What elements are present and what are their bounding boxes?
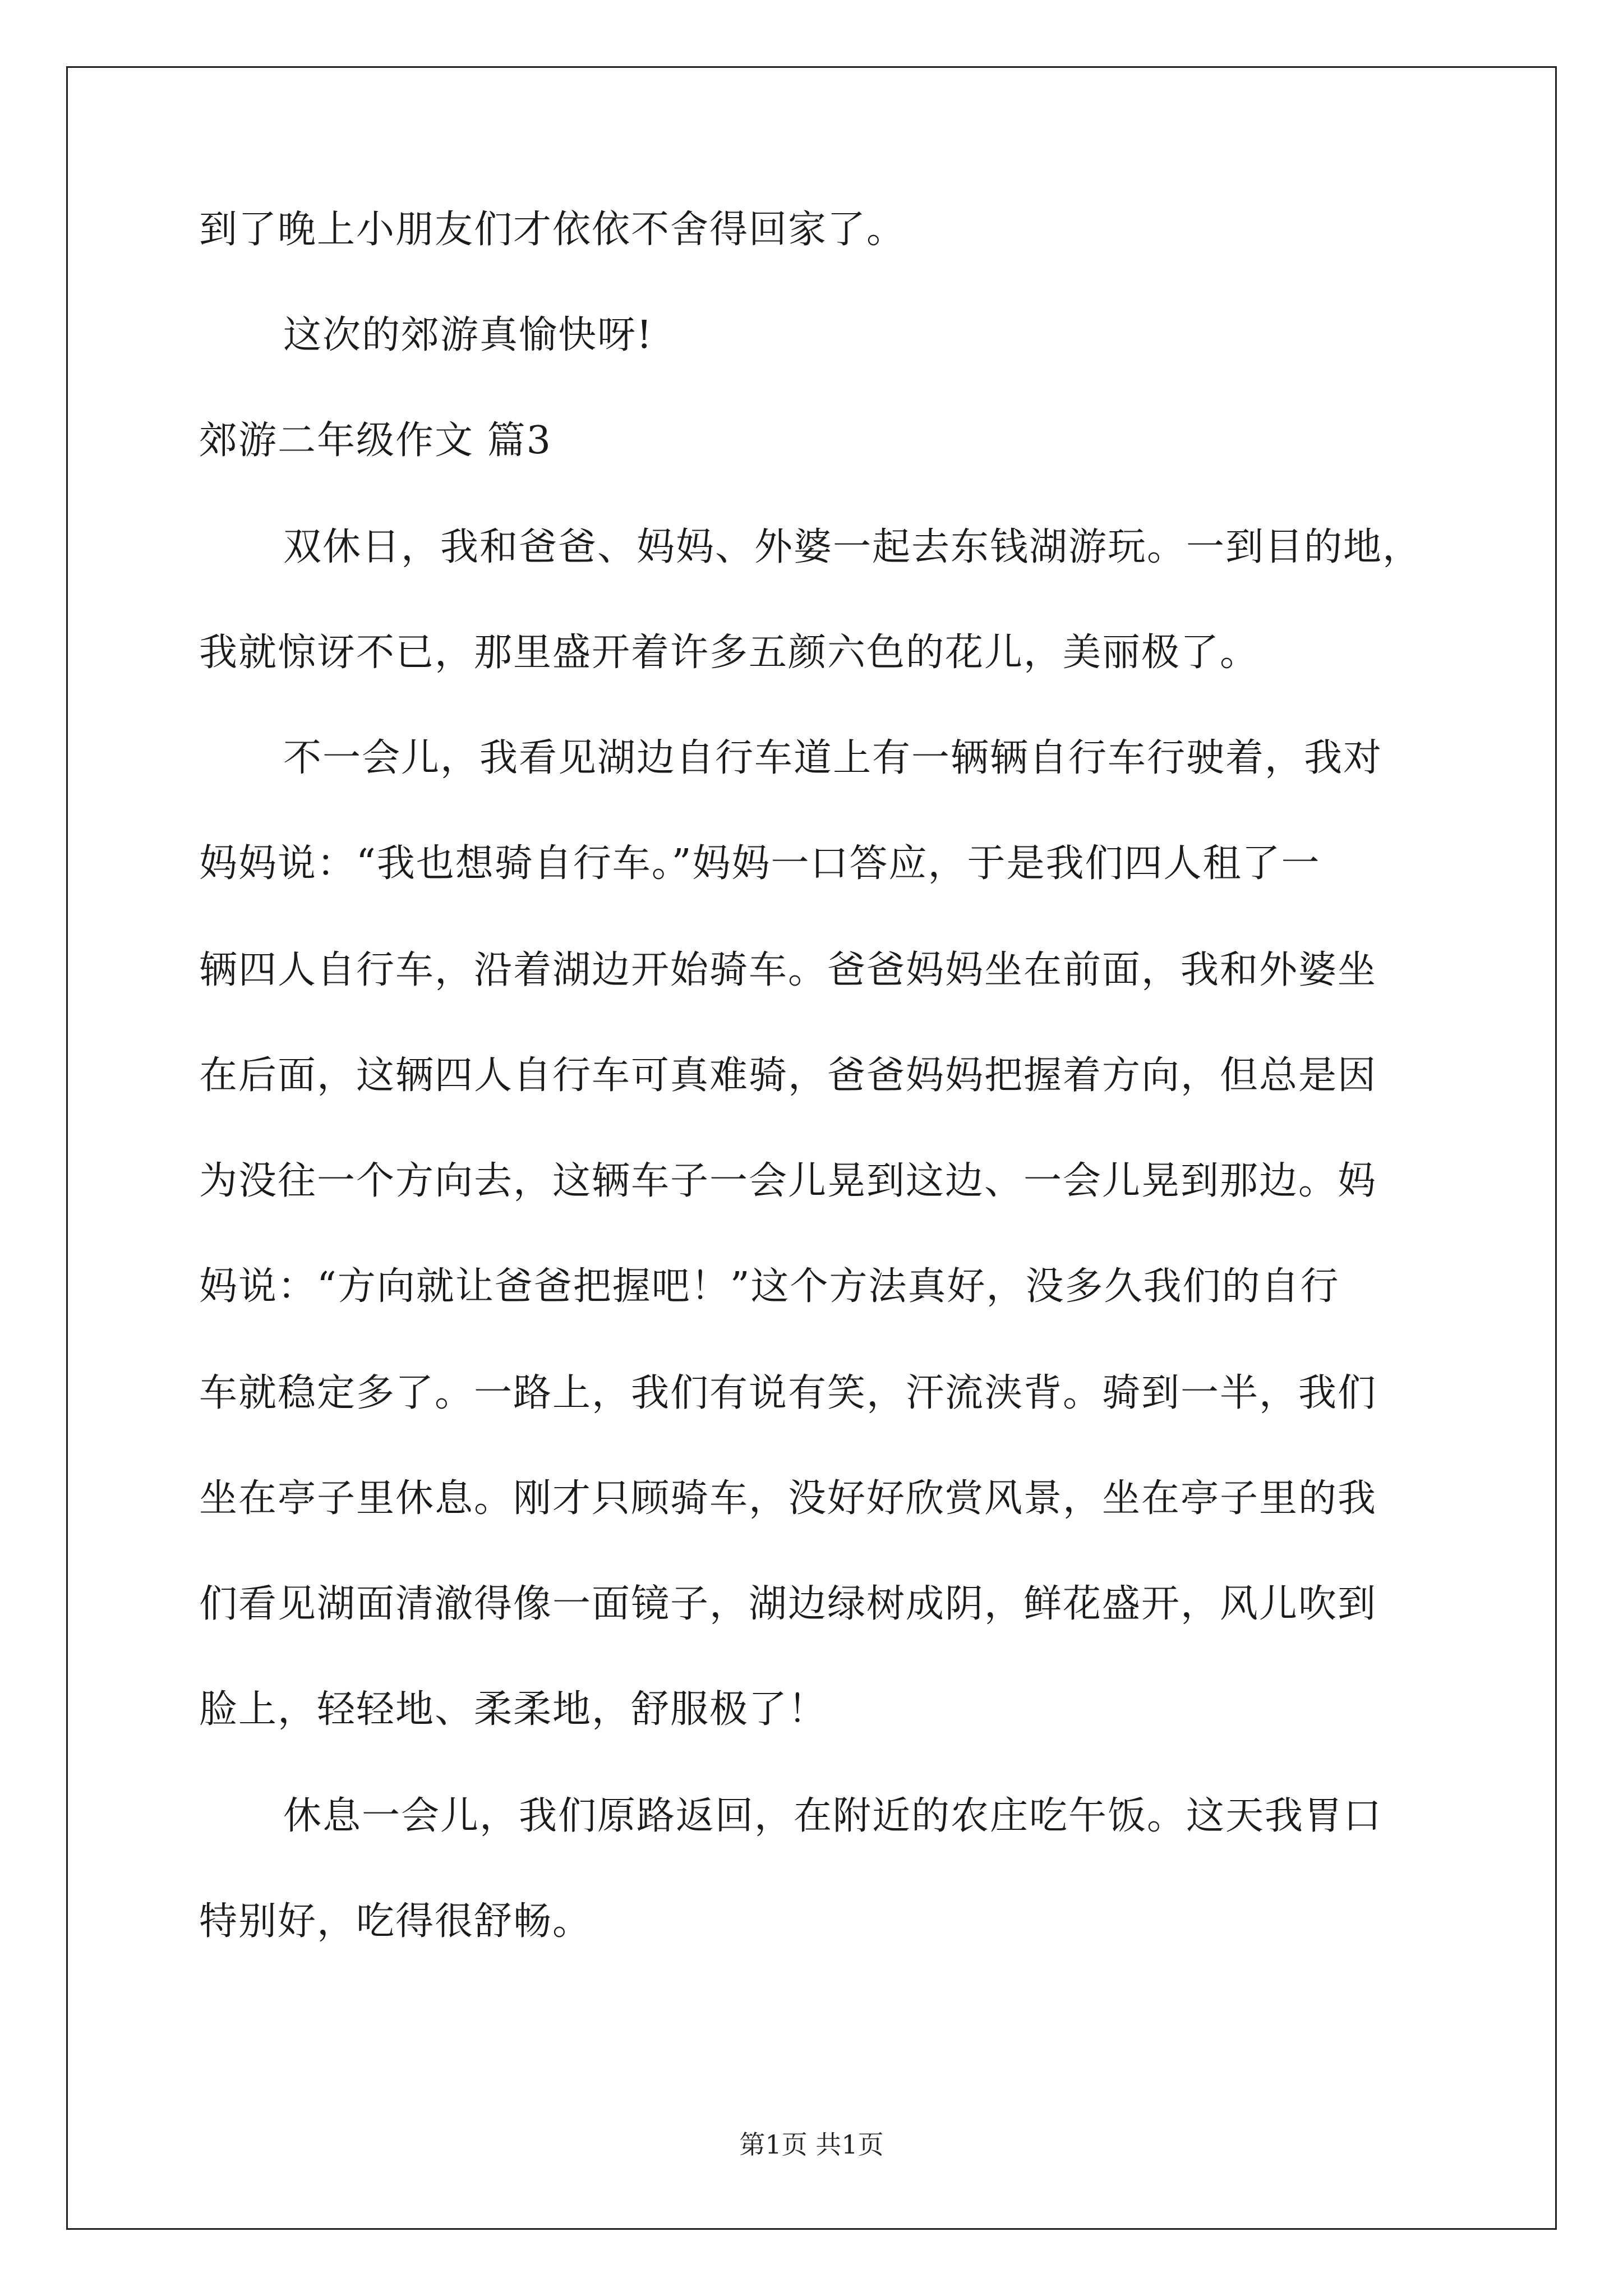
paragraph-line: 坐在亭子里休息。刚才只顾骑车，没好好欣赏风景，坐在亭子里的我 bbox=[199, 1476, 1377, 1521]
section-heading: 郊游二年级作文 篇3 bbox=[199, 418, 552, 463]
paragraph-line: 们看见湖面清澈得像一面镜子，湖边绿树成阴，鲜花盛开，风儿吹到 bbox=[199, 1582, 1377, 1626]
paragraph-line: 双休日，我和爸爸、妈妈、外婆一起去东钱湖游玩。一到目的地， bbox=[283, 525, 1422, 569]
paragraph-line: 到了晚上小朋友们才依依不舍得回家了。 bbox=[199, 208, 906, 252]
paragraph-line: 在后面，这辆四人自行车可真难骑，爸爸妈妈把握着方向，但总是因 bbox=[199, 1053, 1377, 1098]
page-number-footer: 第1页 共1页 bbox=[739, 2129, 884, 2160]
paragraph-line: 妈妈说：“我也想骑自行车。”妈妈一口答应，于是我们四人租了一 bbox=[199, 841, 1321, 886]
paragraph-line: 脸上，轻轻地、柔柔地，舒服极了！ bbox=[199, 1687, 828, 1732]
paragraph-line: 这次的郊游真愉快呀! bbox=[283, 313, 653, 357]
paragraph-line: 我就惊讶不已，那里盛开着许多五颜六色的花儿，美丽极了。 bbox=[199, 631, 1260, 675]
paragraph-line: 特别好，吃得很舒畅。 bbox=[199, 1899, 592, 1944]
paragraph-line: 休息一会儿，我们原路返回，在附近的农庄吃午饭。这天我胃口 bbox=[283, 1794, 1383, 1838]
paragraph-line: 妈说：“方向就让爸爸把握吧！”这个方法真好，没多久我们的自行 bbox=[199, 1264, 1340, 1309]
paragraph-line: 车就稳定多了。一路上，我们有说有笑，汗流浃背。骑到一半，我们 bbox=[199, 1371, 1377, 1415]
paragraph-line: 不一会儿，我看见湖边自行车道上有一辆辆自行车行驶着，我对 bbox=[283, 736, 1383, 780]
paragraph-line: 为没往一个方向去，这辆车子一会儿晃到这边、一会儿晃到那边。妈 bbox=[199, 1159, 1377, 1203]
paragraph-line: 辆四人自行车，沿着湖边开始骑车。爸爸妈妈坐在前面，我和外婆坐 bbox=[199, 948, 1377, 992]
